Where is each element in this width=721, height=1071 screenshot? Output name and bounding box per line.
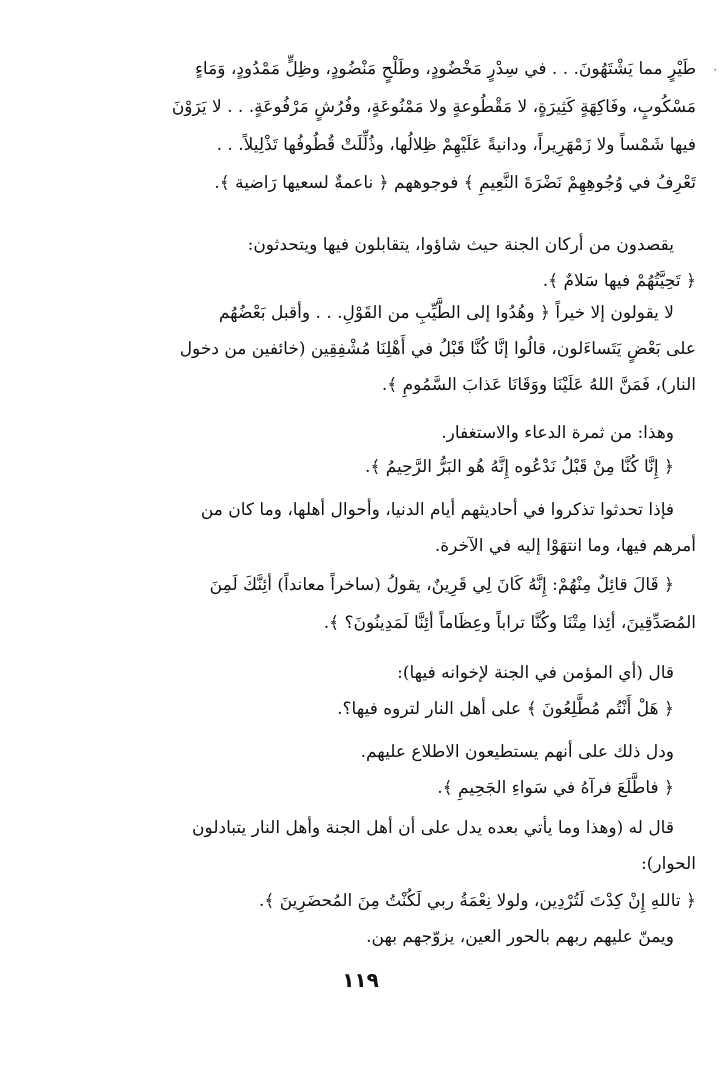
text-line: يقصدون من أركان الجنة حيث شاؤوا، يتقابلون فيها ويتحدثون: [247, 235, 674, 255]
text-line: قال له (وهذا وما يأتي بعده يدل على أن أهل الجنة وأهل النار يتبادلون [192, 818, 674, 838]
text-line: ودل ذلك على أنهم يستطيعون الاطلاع عليهم. [360, 742, 674, 762]
text-line: ﴿ تاللهِ إِنْ كِدْتَ لَتُرْدِين، ولولا نِعْمَةُ ربي لَكُنْتُ مِنَ المُحضَرِينَ ﴾. [258, 891, 696, 911]
paragraph-greeting [100, 227, 696, 299]
text-line: ﴿ تَحِيَّتُهُمْ فيها سَلامٌ ﴾. [542, 271, 696, 291]
text-line: تَعْرِفُ في وُجُوهِهِمْ نَضْرَةَ النَّعِيمِ ﴾ فوجوههم ﴿ ناعمةٌ لسعيها رَاضية ﴾. [214, 173, 696, 193]
text-line: وهذا: من ثمرة الدعاء والاستغفار. [441, 423, 674, 443]
text-line: ﴿ قَالَ قائِلٌ مِنْهُمْ: إِنَّهُ كَانَ لِي قَرِينٌ، يقولُ (ساخراً معانداً) أئِنَّكَ لَمِنَ [209, 575, 674, 595]
paragraph-paradise-description [100, 50, 696, 202]
page-number: ١١٩ [342, 968, 379, 992]
paragraph-companion [100, 566, 696, 642]
paragraph-dialogue [100, 810, 696, 882]
text-line: النار)، فَمَنَّ اللهُ عَلَيْنَا ووَقَانَا عَذابَ السَّمُومِ ﴾. [381, 375, 696, 395]
text-line: فيها شَمْساً ولا زَمْهَرِيراً، ودانيةً عَلَيْهِمْ ظِلالُها، وذُلِّلَتْ قُطُوفُها تَذْلِيلاً. . . [216, 135, 696, 155]
text-line: الحوار): [641, 854, 696, 874]
margin-mark: ٠ [712, 62, 719, 76]
paragraph-looking [100, 734, 696, 806]
text-line: قال (أي المؤمن في الجنة لإخوانه فيها): [397, 663, 674, 683]
text-line: مَسْكُوبٍ، وفَاكِهَةٍ كَثِيرَةٍ، لا مَقْطُوعةٍ ولا مَمْنُوعَةٍ، وفُرُشٍ مَرْفُوعَةٍ. . . لا يَرَوْنَ [171, 97, 696, 117]
text-line: ﴿ هَلْ أَنْتُم مُطَّلِعُونَ ﴾ على أهل النار لتروه فيها؟. [337, 699, 674, 719]
text-line: ﴿ فاطَّلَعَ فرآهُ في سَواءِ الجَحِيمِ ﴾. [437, 778, 674, 798]
paragraph-believer-speaks [100, 655, 696, 727]
paragraph-supplication [100, 416, 696, 484]
text-line: لا يقولون إلا خيراً ﴿ وهُدُوا إلى الطَّيِّبِ من القَوْلِ. . . وأقبل بَعْضُهُم [218, 303, 674, 323]
text-line: طَيْرٍ مما يَشْتَهُونَ. . . في سِدْرٍ مَخْضُودٍ، وطَلْحٍ مَنْضُودٍ، وظِلٍّ مَمْدُودٍ، وَمَاءٍ [194, 59, 696, 79]
paragraph-closing [100, 883, 696, 955]
text-line: أمرهم فيها، وما انتهَوْا إليه في الآخرة. [434, 536, 696, 556]
text-line: المُصَدِّقِينَ، أئِذا مِتْنَا وكُنَّا تراباً وعِظَاماً أئِنَّا لَمَدِينُونَ؟ ﴾. [323, 613, 696, 633]
text-line: ويمنّ عليهم ربهم بالحور العين، يزوّجهم بهن. [366, 927, 674, 947]
text-line: على بَعْضٍ يَتَساءَلون، قالُوا إنَّا كُنَّا قَبْلُ في أَهْلِنَا مُشْفِقِين (خائفين من دخول [179, 339, 696, 359]
text-line: ﴿ إِنَّا كُنَّا مِنْ قَبْلُ نَدْعُوه إِنَّهُ هُو البَرُّ الرَّحِيمُ ﴾. [364, 457, 674, 477]
paragraph-remembrance [100, 492, 696, 564]
paragraph-good-speech [100, 295, 696, 403]
text-line: فإذا تحدثوا تذكروا في أحاديثهم أيام الدنيا، وأحوال أهلها، وما كان من [200, 500, 674, 520]
